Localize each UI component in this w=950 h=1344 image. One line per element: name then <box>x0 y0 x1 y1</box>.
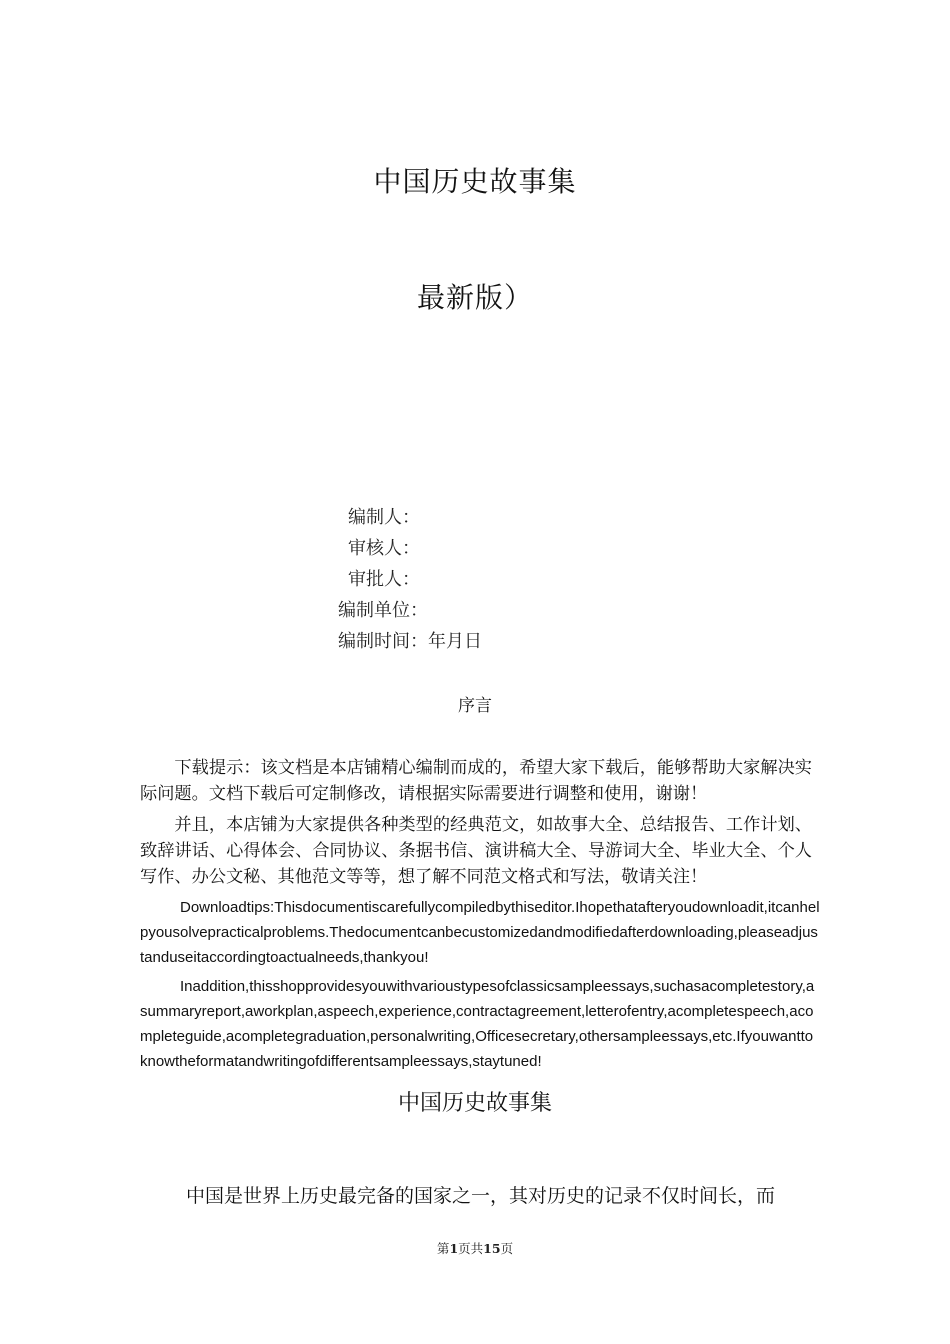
meta-editor-label: 编制人： <box>348 507 420 528</box>
preface-heading: 序言 <box>458 696 492 716</box>
preface-paragraph-shop-info: 并且，本店铺为大家提供各种类型的经典范文，如故事大全、总结报告、工作计划、致辞讲话、心得体会、合同协议、条据书信、演讲稿大全、导游词大全、毕业大全、个人写作、办公文秘、其他范文等等，想了解不同范文格式和写法，敬请关注！ <box>140 815 812 887</box>
meta-editor <box>300 502 660 533</box>
footer-total-pages: 15 <box>483 1241 501 1256</box>
cover-subtitle: 最新版） <box>416 281 533 314</box>
meta-approver-label: 审批人： <box>348 569 420 590</box>
meta-time <box>300 626 660 657</box>
meta-reviewer <box>300 533 660 564</box>
footer-prefix: 第 <box>436 1241 450 1256</box>
preface-paragraph-download-tip: 下载提示：该文档是本店铺精心编制而成的，希望大家下载后，能够帮助大家解决实际问题。文档下载后可定制修改，请根据实际需要进行调整和使用，谢谢！ <box>140 758 812 804</box>
meta-approver <box>300 564 660 595</box>
body-paragraph: 中国是世界上历史最完备的国家之一，其对历史的记录不仅时间长，而 <box>186 1185 776 1207</box>
document-meta-block <box>300 502 660 657</box>
page-footer <box>0 1239 950 1257</box>
meta-time-label: 编制时间： <box>338 631 428 652</box>
footer-middle: 页共 <box>458 1241 484 1256</box>
preface-paragraph-shop-info-en: Inaddition,thisshopprovidesyouwithvarioustypesofclassicsampleessays,suchasacompletestory,asummaryreport,aworkplan,aspeech,experience,contractagreement,letterofentry,acompletespeech,acompleteguide,acompletegraduation,personalwriting,Officesecretary,othersampleessays,etc.Ifyouwanttoknowtheformatandwritingofdifferentsampleessays,staytuned! <box>140 978 815 1070</box>
meta-unit <box>300 595 660 626</box>
cover-title: 中国历史故事集 <box>373 165 577 198</box>
meta-unit-label: 编制单位： <box>338 600 428 621</box>
preface-paragraph-download-tip-en: Downloadtips:Thisdocumentiscarefullycompiledbythiseditor.Ihopethatafteryoudownloadit,itcanhelpyousolvepracticalproblems.Thedocumentcanbecustomizedandmodifiedafterdownloading,pleaseadjustanduseitaccordingtoactualneeds,thankyou! <box>140 899 820 966</box>
footer-page-number: 1 <box>449 1241 459 1256</box>
footer-suffix: 页 <box>500 1241 514 1256</box>
meta-time-value: 年月日 <box>428 631 482 652</box>
section-title: 中国历史故事集 <box>397 1091 552 1116</box>
meta-reviewer-label: 审核人： <box>348 538 420 559</box>
